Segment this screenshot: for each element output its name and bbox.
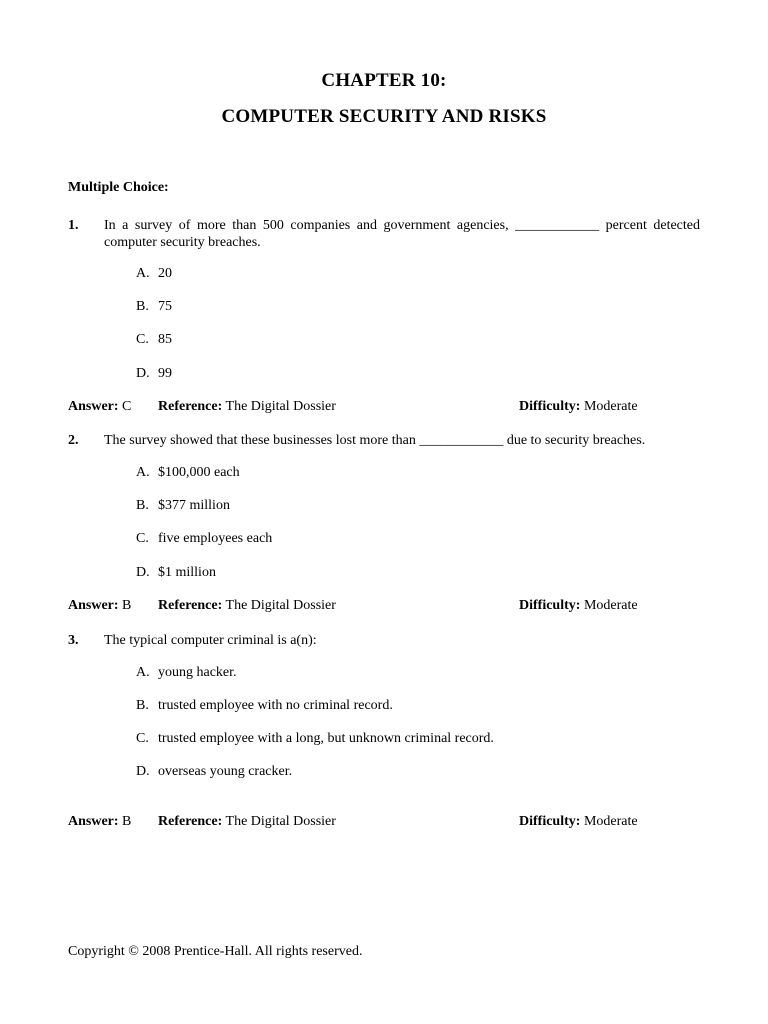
reference-value: The Digital Dossier [225,598,336,613]
option-2b [136,498,230,514]
option-letter: A. [136,266,150,281]
option-text: $377 million [158,498,230,513]
question-text: In a survey of more than 500 companies and government agencies, ____________ percent detected computer security breaches. [104,218,700,250]
reference [158,598,336,614]
difficulty-label: Difficulty: [519,399,581,414]
option-2a [136,465,240,481]
difficulty-label: Difficulty: [519,598,581,613]
question-text: The survey showed that these businesses lost more than ____________ due to security breaches. [104,433,646,448]
option-1a [136,266,172,282]
option-letter: B. [136,498,149,513]
option-letter: C. [136,332,149,347]
reference [158,814,336,830]
option-3b [136,698,393,714]
question-text: The typical computer criminal is a(n): [104,633,317,648]
option-text: 75 [158,299,172,314]
difficulty [519,598,638,614]
option-text: $1 million [158,565,216,580]
answer-value: C [122,399,132,414]
option-text: overseas young cracker. [158,764,293,779]
reference-label: Reference: [158,814,223,829]
answer-label: Answer: [68,814,119,829]
question-1 [68,217,700,251]
option-letter: A. [136,465,150,480]
option-text: young hacker. [158,665,237,680]
option-letter: B. [136,299,149,314]
answer-label: Answer: [68,598,119,613]
option-letter: C. [136,731,149,746]
difficulty [519,399,638,415]
option-1d [136,366,172,382]
option-text: five employees each [158,531,273,546]
reference [158,399,336,415]
chapter-title: COMPUTER SECURITY AND RISKS [221,106,547,127]
question-2 [68,432,700,449]
chapter-heading: CHAPTER 10: [321,70,447,91]
difficulty [519,814,638,830]
option-letter: A. [136,665,150,680]
difficulty-value: Moderate [583,598,638,613]
question-number: 3. [68,633,79,648]
option-text: 20 [158,266,172,281]
option-2d [136,565,216,581]
option-letter: B. [136,698,149,713]
copyright-footer: Copyright © 2008 Prentice-Hall. All rights reserved. [68,944,363,959]
question-3 [68,632,700,649]
difficulty-value: Moderate [583,814,638,829]
reference-label: Reference: [158,598,223,613]
difficulty-label: Difficulty: [519,814,581,829]
question-number: 2. [68,433,79,448]
answer-label: Answer: [68,399,119,414]
reference-label: Reference: [158,399,223,414]
reference-value: The Digital Dossier [225,399,336,414]
option-3a [136,665,237,681]
option-text: 85 [158,332,172,347]
answer-value: B [122,598,132,613]
option-letter: D. [136,764,150,779]
option-letter: C. [136,531,149,546]
answer [68,598,131,614]
option-text: 99 [158,366,172,381]
answer [68,399,131,415]
section-label: Multiple Choice: [68,180,169,195]
option-letter: D. [136,565,150,580]
answer-value: B [122,814,132,829]
option-letter: D. [136,366,150,381]
answer [68,814,131,830]
answer-row-1 [68,399,700,417]
option-text: trusted employee with a long, but unknown criminal record. [158,731,494,746]
answer-row-2 [68,598,700,616]
option-3d [136,764,292,780]
answer-row-3 [68,814,700,832]
difficulty-value: Moderate [583,399,638,414]
option-text: $100,000 each [158,465,240,480]
option-text: trusted employee with no criminal record. [158,698,393,713]
question-number: 1. [68,218,79,233]
option-1c [136,332,172,348]
option-3c [136,731,494,747]
option-1b [136,299,172,315]
reference-value: The Digital Dossier [225,814,336,829]
option-2c [136,531,272,547]
